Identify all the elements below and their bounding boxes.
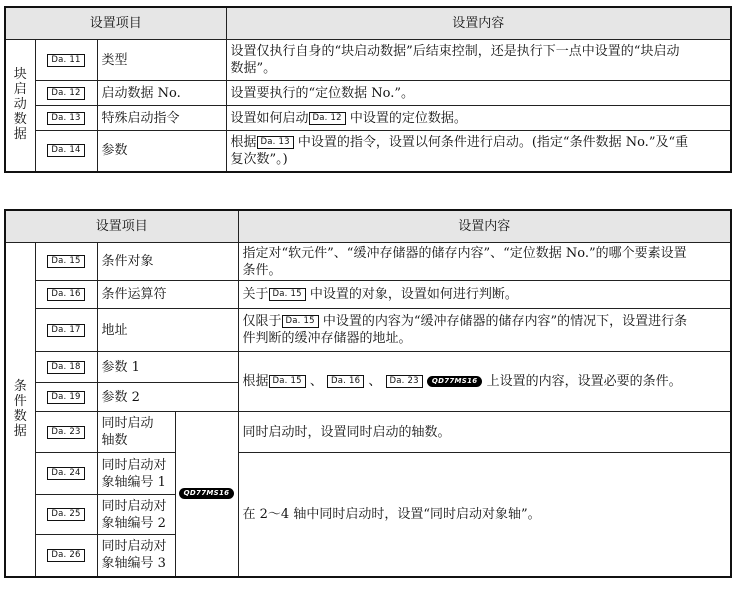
group-char: 据 (13, 423, 27, 439)
group-char: 件 (13, 393, 27, 409)
header-setting-item: 设置项目 (5, 210, 238, 243)
group-char: 启 (13, 82, 27, 98)
item-name: 参数 1 (97, 352, 238, 383)
item-description: 同时启动时，设置同时启动的轴数。 (238, 412, 731, 453)
group-char: 动 (13, 97, 27, 113)
item-name: 参数 2 (97, 383, 238, 412)
item-description: 仅限于 Da. 15 中设置的内容为“缓冲存储器的储存内容”的情况下，设置进行条 件判断的缓冲存储器的地址。 (238, 309, 731, 352)
item-description: 设置要执行的“定位数据 No.”。 (226, 81, 731, 106)
item-description: 关于 Da. 15 中设置的对象，设置如何进行判断。 (238, 281, 731, 309)
da-reference-box: Da. 15 (282, 315, 319, 328)
item-description: 设置仅执行自身的“块启动数据”后结束控制，还是执行下一点中设置的“块启动 数据”。 (226, 40, 731, 81)
da-code-box: Da. 12 (47, 87, 84, 100)
item-name: 同时启动对 象轴编号 3 (97, 535, 175, 577)
header-setting-content: 设置内容 (238, 210, 731, 243)
item-name: 启动数据 No. (97, 81, 226, 106)
item-description: 指定对“软元件”、“缓冲存储器的储存内容”、“定位数据 No.”的哪个要素设置 条件。 (238, 243, 731, 281)
da-reference-box: Da. 12 (309, 112, 346, 125)
da-reference-box: Da. 15 (269, 375, 306, 388)
item-name: 同时启动 轴数 (97, 412, 175, 453)
group-char: 数 (13, 408, 27, 424)
model-badge: QD77MS16 (179, 488, 235, 499)
model-badge: QD77MS16 (427, 376, 483, 387)
group-char: 块 (13, 67, 27, 83)
condition-data-table (4, 209, 732, 578)
item-description: 根据 Da. 13 中设置的指令，设置以何条件进行启动。(指定“条件数据 No.”及“重 复次数”。) (226, 131, 731, 172)
item-description: 设置如何启动 Da. 12 中设置的定位数据。 (226, 106, 731, 131)
da-code-box: Da. 26 (47, 549, 84, 562)
da-code-box: Da. 15 (47, 255, 84, 268)
da-code-box: Da. 19 (47, 391, 84, 404)
header-setting-content: 设置内容 (226, 7, 731, 40)
model-badge-cell (175, 412, 238, 577)
group-char: 据 (13, 127, 27, 143)
header-setting-item: 设置项目 (5, 7, 226, 40)
item-name: 条件运算符 (97, 281, 238, 309)
group-label-condition-data (5, 243, 35, 577)
da-reference-box: Da. 13 (257, 136, 294, 149)
da-code-box: Da. 25 (47, 508, 84, 521)
item-name: 特殊启动指令 (97, 106, 226, 131)
group-label-block-start-data (5, 40, 35, 172)
item-name: 条件对象 (97, 243, 238, 281)
axis-description: 在 2～4 轴中同时启动时，设置“同时启动对象轴”。 (238, 453, 731, 577)
da-code-box: Da. 17 (47, 324, 84, 337)
da-code-box: Da. 18 (47, 361, 84, 374)
da-code-box: Da. 13 (47, 112, 84, 125)
da-code-box: Da. 14 (47, 144, 84, 157)
group-char: 条 (13, 378, 27, 394)
item-name: 参数 (97, 131, 226, 172)
da-code-box: Da. 24 (47, 467, 84, 480)
parameter-description: 根据 Da. 15 、 Da. 16 、 Da. 23 QD77MS16 上设置的内容，设置必要的条件。 (238, 352, 731, 412)
da-code-box: Da. 16 (47, 288, 84, 301)
da-reference-box: Da. 23 (386, 375, 423, 388)
group-char: 数 (13, 112, 27, 128)
item-name: 地址 (97, 309, 238, 352)
da-code-box: Da. 11 (47, 54, 84, 67)
block-start-data-table (4, 6, 732, 173)
da-code-box: Da. 23 (47, 426, 84, 439)
da-reference-box: Da. 16 (327, 375, 364, 388)
item-name: 类型 (97, 40, 226, 81)
da-reference-box: Da. 15 (269, 288, 306, 301)
item-name: 同时启动对 象轴编号 2 (97, 495, 175, 535)
item-name: 同时启动对 象轴编号 1 (97, 453, 175, 495)
